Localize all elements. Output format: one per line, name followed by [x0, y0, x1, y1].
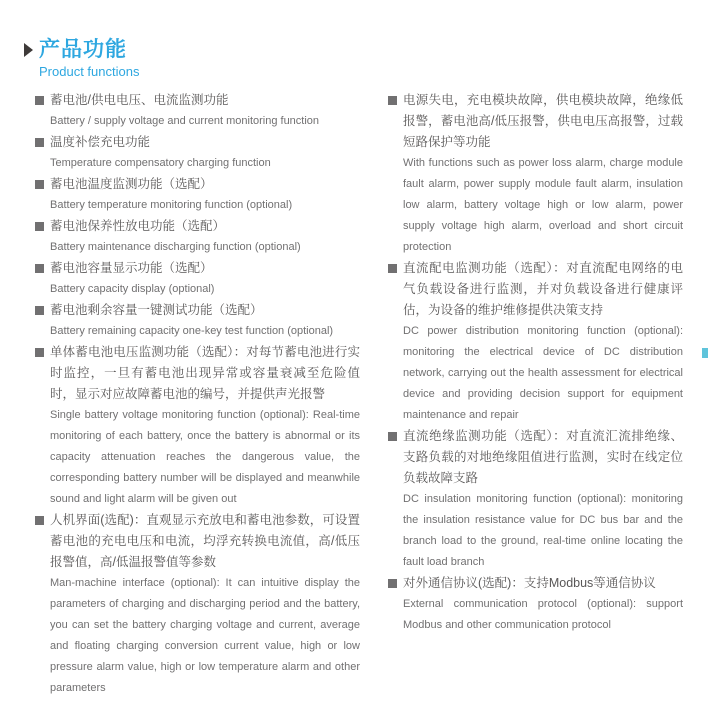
feature-text-en: Battery capacity display (optional) [50, 283, 215, 295]
feature-text-en: With functions such as power loss alarm, charge module fault alarm, power supply module fault alarm, insulation low alarm, battery voltage high or low alarm, power supply voltage high alarm, overload and short circuit protection [403, 157, 683, 253]
section-arrow-icon [24, 43, 33, 57]
page-subtitle: Product functions [39, 64, 140, 79]
feature-title-zh: 电源失电，充电模块故障，供电模块故障，绝缘低报警，蓄电池高/低压报警，供电电压高报警，过载短路保护等功能 [403, 93, 683, 149]
section-header [24, 38, 139, 80]
feature-text-en: DC insulation monitoring function (optional): monitoring the insulation resistance value for DC bus bar and the branch load to the ground, real-time online locating the fault load branch [403, 493, 683, 568]
feature-item [35, 132, 360, 174]
feature-title-zh: 温度补偿充电功能 [50, 135, 151, 149]
feature-title-zh: 蓄电池/供电电压、电流监测功能 [50, 93, 229, 107]
square-bullet-icon [35, 516, 44, 525]
feature-title-zh: 蓄电池剩余容量一键测试功能（选配） [50, 303, 263, 317]
square-bullet-icon [35, 264, 44, 273]
square-bullet-icon [35, 306, 44, 315]
feature-item [35, 216, 360, 258]
feature-item [35, 342, 360, 510]
feature-item [35, 174, 360, 216]
square-bullet-icon [35, 180, 44, 189]
square-bullet-icon [388, 432, 397, 441]
square-bullet-icon [35, 222, 44, 231]
square-bullet-icon [388, 96, 397, 105]
feature-text-en: External communication protocol (optional): support Modbus and other communication protocol [403, 598, 683, 631]
feature-item [388, 258, 683, 426]
feature-title-zh: 单体蓄电池电压监测功能（选配）：对每节蓄电池进行实时监控，一旦有蓄电池出现异常或容量衰减至危险值时，显示对应故障蓄电池的编号，并提供声光报警 [50, 345, 360, 401]
feature-item [35, 300, 360, 342]
feature-text-en: Single battery voltage monitoring function (optional): Real-time monitoring of each battery, once the battery is abnormal or its capacity attenuation reaches the dangerous value, the corresponding battery number will be displayed and meanwhile sound and light alarm will be given out [50, 409, 360, 505]
feature-title-zh: 直流绝缘监测功能（选配）：对直流汇流排绝缘、支路负载的对地绝缘阻值进行监测，实时在线定位负载故障支路 [403, 429, 683, 485]
square-bullet-icon [35, 348, 44, 357]
feature-item [35, 258, 360, 300]
square-bullet-icon [388, 579, 397, 588]
feature-item [35, 510, 360, 699]
feature-title-zh: 对外通信协议(选配)：支持Modbus等通信协议 [403, 576, 656, 590]
square-bullet-icon [388, 264, 397, 273]
feature-title-zh: 人机界面(选配)：直观显示充放电和蓄电池参数，可设置蓄电池的充电电压和电流，均浮充转换电流值，高/低压报警值，高/低温报警值等参数 [50, 513, 360, 569]
feature-title-zh: 直流配电监测功能（选配）：对直流配电网络的电气负载设备进行监测，并对负载设备进行健康评估，为设备的维护维修提供决策支持 [403, 261, 683, 317]
page-edge-marker [702, 348, 708, 358]
square-bullet-icon [35, 96, 44, 105]
feature-title-zh: 蓄电池容量显示功能（选配） [50, 261, 213, 275]
right-column [388, 90, 683, 699]
left-column [35, 90, 360, 699]
feature-title-zh: 蓄电池温度监测功能（选配） [50, 177, 213, 191]
feature-text-en: Battery remaining capacity one-key test function (optional) [50, 325, 334, 337]
feature-text-en: Man-machine interface (optional): It can intuitive display the parameters of charging and discharging period and the battery, you can set the battery charging voltage and current, average and floating charging conversion current value, high or low pressure alarm value, high or low temperature alarm and other parameters [50, 577, 360, 694]
feature-item [388, 426, 683, 573]
feature-title-zh: 蓄电池保养性放电功能（选配） [50, 219, 226, 233]
feature-item [388, 90, 683, 258]
feature-columns [35, 90, 683, 699]
square-bullet-icon [35, 138, 44, 147]
feature-item [388, 573, 683, 636]
feature-text-en: Battery maintenance discharging function (optional) [50, 241, 301, 253]
page-title: 产品功能 [39, 38, 127, 61]
feature-item [35, 90, 360, 132]
feature-text-en: DC power distribution monitoring function (optional): monitoring the electrical device of DC distribution network, carrying out the health assessment for electrical device and providing decision support for equipment maintenance and repair [403, 325, 683, 421]
feature-text-en: Temperature compensatory charging function [50, 157, 271, 169]
feature-text-en: Battery temperature monitoring function (optional) [50, 199, 293, 211]
feature-text-en: Battery / supply voltage and current monitoring function [50, 115, 320, 127]
